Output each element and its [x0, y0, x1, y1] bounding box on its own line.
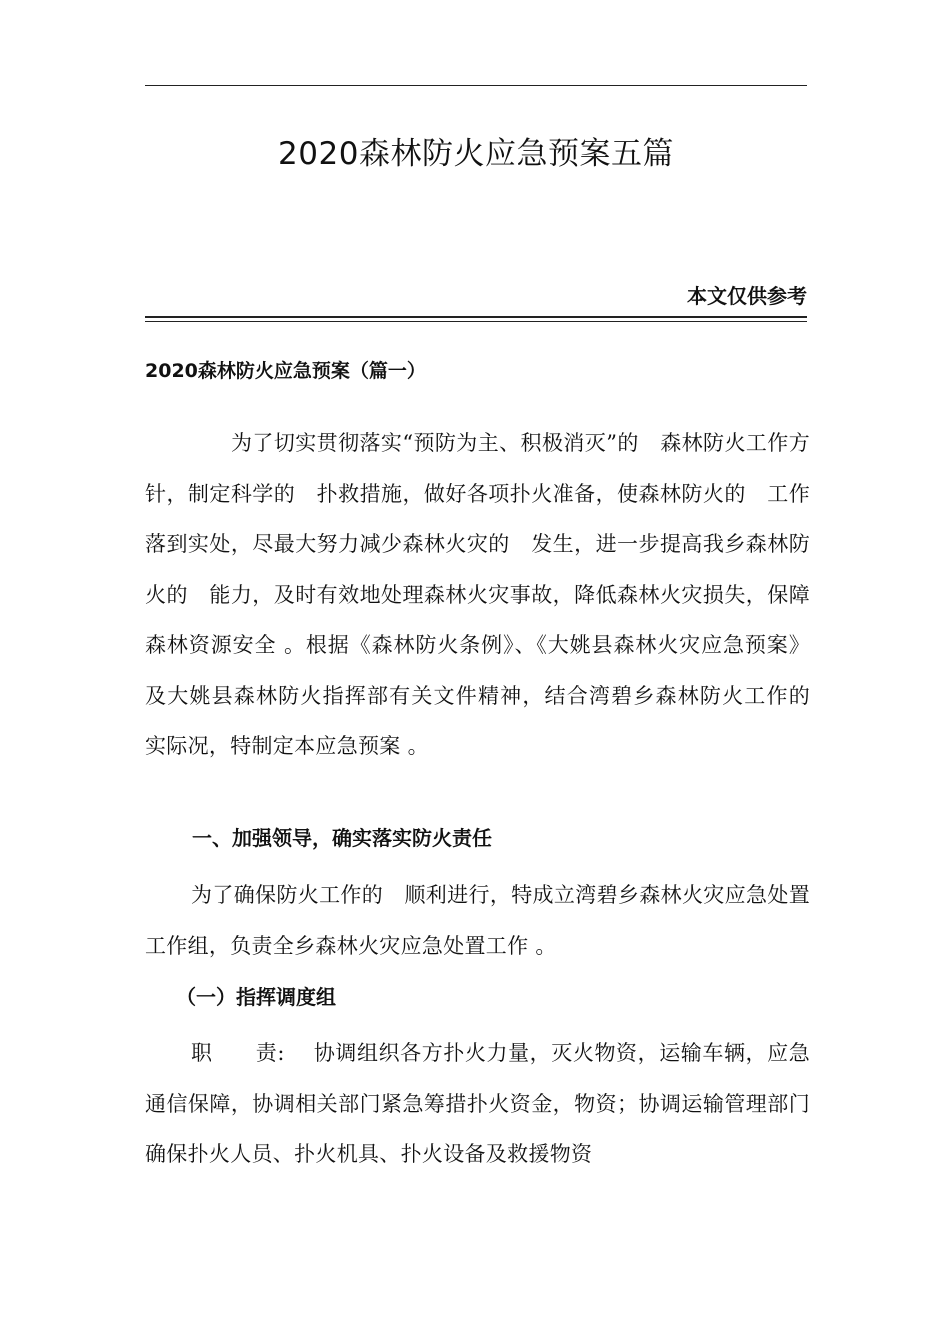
heading-sub-one: （一）指挥调度组 — [176, 985, 336, 1009]
header-rule — [145, 85, 807, 86]
reference-note: 本文仅供参考 — [687, 284, 807, 308]
group-setup-paragraph: 为了确保防火工作的 顺利进行，特成立湾碧乡森林火灾应急处置工作组，负责全乡森林火灾应急处置工作 。 — [145, 883, 810, 958]
divider-thick — [145, 316, 807, 318]
document-title: 2020森林防火应急预案五篇 — [278, 136, 674, 172]
duties-paragraph: 职 责: 协调组织各方扑火力量，灭火物资，运输车辆，应急通信保障，协调相关部门紧急筹措扑火资金，物资；协调运输管理部门确保扑火人员、扑火机具、扑火设备及救援物资 — [145, 1041, 810, 1166]
section-title: 2020森林防火应急预案（篇一） — [145, 360, 426, 382]
divider-thin — [145, 321, 807, 322]
intro-paragraph: 为了切实贯彻落实“预防为主、积极消灭”的 森林防火工作方针，制定科学的 扑救措施，做好各项扑火准备，使森林防火的 工作落到实处，尽最大努力减少森林火灾的 发生，进一步提高我乡森林防火的 能力，及时有效地处理森林火灾事故，降低森林火灾损失，保障森林资源安全 。根据《森林防火条例》、《大姚县森林火灾应急预案》及大姚县森林防火指挥部有关文件精神，结合湾碧乡森林防火工作的 实际况，特制定本应急预案 。 — [145, 431, 832, 758]
heading-one: 一、加强领导，确实落实防火责任 — [192, 826, 492, 850]
